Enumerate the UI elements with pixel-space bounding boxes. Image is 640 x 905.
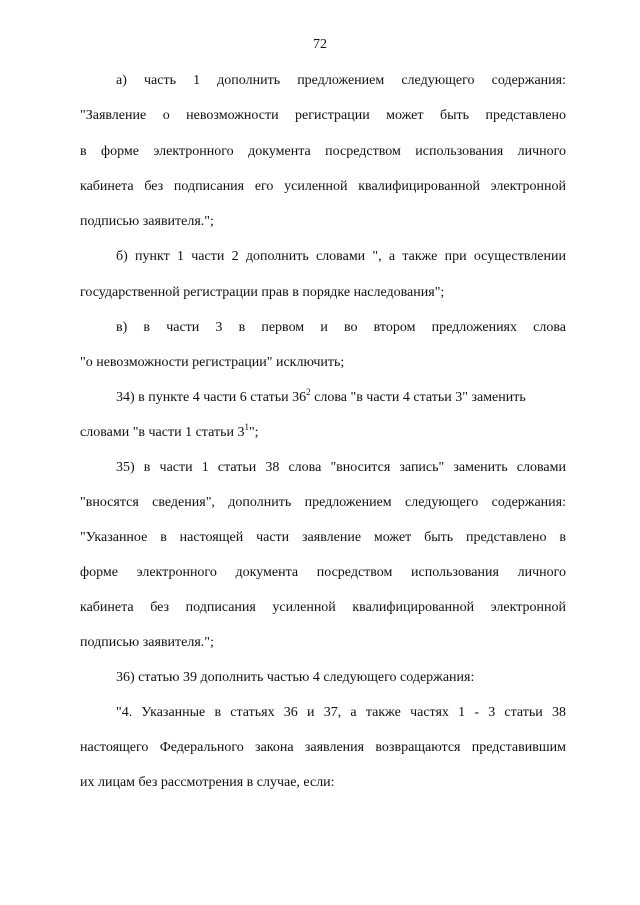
text-line: "о невозможности регистрации" исключить; xyxy=(80,355,345,370)
text-line: "Указанное в настоящей части заявление может быть представлено в xyxy=(80,530,566,545)
page-number: 72 xyxy=(313,37,327,52)
text-line xyxy=(116,389,566,407)
text-line: подписью заявителя."; xyxy=(80,635,214,650)
text-line: в) в части 3 в первом и во втором предложениях слова xyxy=(116,320,566,335)
text-line: их лицам без рассмотрения в случае, если: xyxy=(80,775,335,790)
text-line: "вносятся сведения", дополнить предложением следующего содержания: xyxy=(80,495,566,510)
text-line: "Заявление о невозможности регистрации может быть представлено xyxy=(80,108,566,123)
text-line: кабинета без подписания его усиленной квалифицированной электронной xyxy=(80,179,566,194)
text-segment: словами "в части 1 статьи 3 xyxy=(80,425,245,440)
text-segment: "; xyxy=(248,425,259,440)
text-line: 35) в части 1 статьи 38 слова "вносится запись" заменить словами xyxy=(116,460,566,475)
text-line: а) часть 1 дополнить предложением следующего содержания: xyxy=(116,73,566,88)
text-line: б) пункт 1 части 2 дополнить словами ", а также при осуществлении xyxy=(116,249,566,264)
text-line: 36) статью 39 дополнить частью 4 следующего содержания: xyxy=(116,670,475,685)
text-line: государственной регистрации прав в порядке наследования"; xyxy=(80,285,445,300)
text-line: настоящего Федерального закона заявления возвращаются представившим xyxy=(80,740,566,755)
superscript: 2 xyxy=(306,387,311,397)
text-segment: 34) в пункте 4 части 6 статьи 36 xyxy=(116,390,307,405)
text-segment: слова "в части 4 статьи 3" заменить xyxy=(310,390,526,405)
text-line: в форме электронного документа посредством использования личного xyxy=(80,144,566,159)
text-line: "4. Указанные в статьях 36 и 37, а также частях 1 - 3 статьи 38 xyxy=(116,705,566,720)
text-line: подписью заявителя."; xyxy=(80,214,214,229)
text-line xyxy=(80,424,566,442)
superscript: 1 xyxy=(244,422,249,432)
text-line: кабинета без подписания усиленной квалифицированной электронной xyxy=(80,600,566,615)
text-line: форме электронного документа посредством использования личного xyxy=(80,565,566,580)
